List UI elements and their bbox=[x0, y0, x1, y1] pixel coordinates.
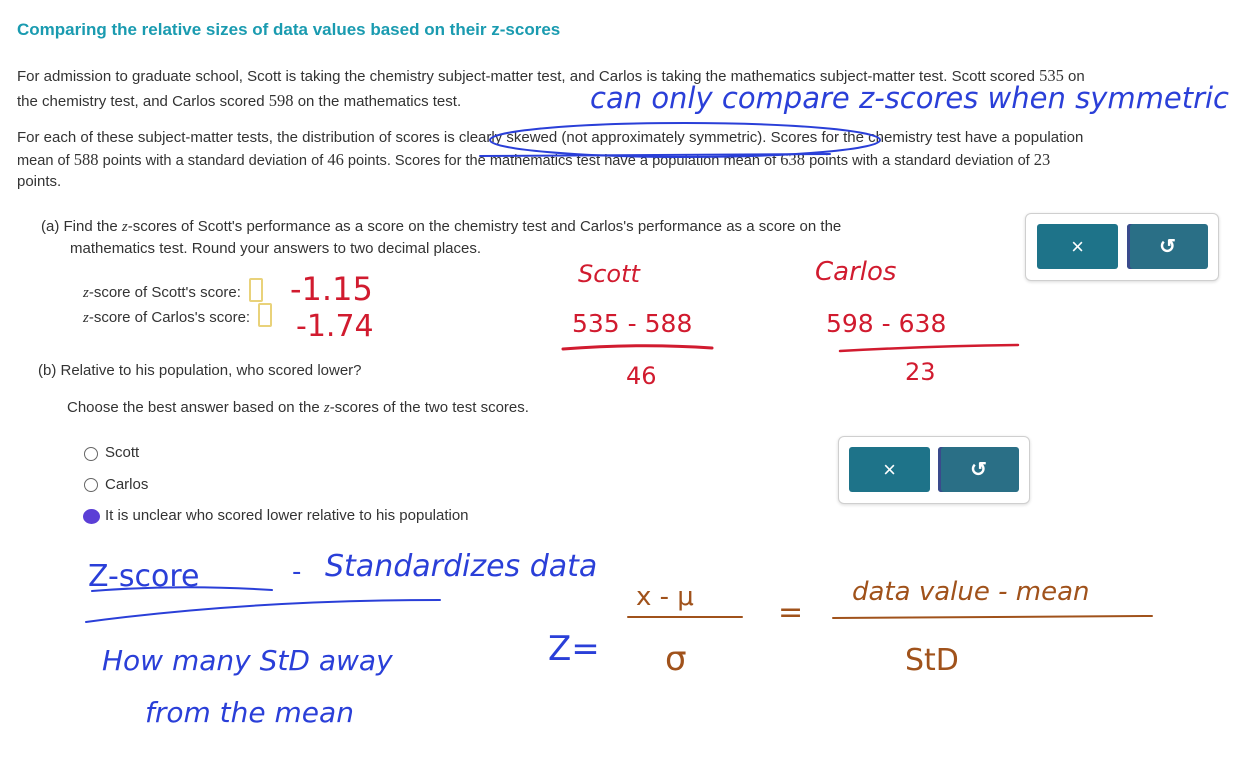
part-a-prompt-line-2: mathematics test. Round your answers to two decimal places. bbox=[70, 240, 482, 257]
chem-mean-value: 588 bbox=[73, 150, 99, 169]
dash-annotation: - bbox=[292, 557, 302, 587]
carlos-score-value: 598 bbox=[268, 91, 294, 110]
carlos-zscore-label: -score of Carlos's score: bbox=[88, 309, 251, 326]
part-b-text: -scores of the two test scores. bbox=[329, 399, 529, 416]
z-symbol: z bbox=[121, 219, 128, 235]
undo-icon: ↺ bbox=[1159, 236, 1176, 258]
zscore-sweep-line bbox=[86, 600, 440, 622]
intro-text: points with a standard deviation of bbox=[98, 153, 328, 169]
intro-paragraph-2-line-1: For each of these subject-matter tests, the distribution of scores is clearly skewed (not approximately symmetric). Scores for the chemistry test have a population bbox=[17, 129, 1084, 146]
chem-sd-value: 46 bbox=[327, 150, 344, 169]
option-carlos-label: Carlos bbox=[105, 476, 149, 493]
skewed-circle-mark bbox=[490, 123, 880, 157]
top-note-annotation: can only compare z-scores when symmetric bbox=[590, 81, 1229, 115]
carlos-denominator-annotation: 23 bbox=[905, 358, 936, 386]
math-sd-value: 23 bbox=[1033, 150, 1051, 169]
data-value-annotation: data value - mean bbox=[852, 577, 1090, 607]
intro-text: mean of bbox=[17, 153, 74, 169]
close-icon: × bbox=[1071, 233, 1084, 259]
z-symbol: z bbox=[83, 310, 89, 326]
formula-denominator-annotation: σ bbox=[665, 639, 687, 679]
part-b-prompt: (b) Relative to his population, who scored lower? bbox=[38, 362, 362, 379]
carlos-numerator-annotation: 598 - 638 bbox=[826, 309, 947, 338]
intro-text: For admission to graduate school, Scott is taking the chemistry subject-matter test, and Carlos is taking the mathematics subject-matter test. Scott scored bbox=[17, 68, 1040, 85]
scott-head-annotation: Scott bbox=[578, 260, 640, 288]
option-unclear-label: It is unclear who scored lower relative to his population bbox=[105, 507, 469, 524]
scott-zscore-label: -score of Scott's score: bbox=[88, 284, 241, 301]
formula-numerator-annotation: x - μ bbox=[636, 582, 694, 612]
part-b-text: Choose the best answer based on the bbox=[67, 399, 324, 416]
intro-text: on bbox=[1063, 68, 1085, 85]
scott-numerator-annotation: 535 - 588 bbox=[572, 309, 693, 338]
intro-text: points with a standard deviation of bbox=[805, 153, 1034, 169]
z-equals-annotation: Z= bbox=[548, 629, 600, 669]
part-a-text: -scores of Scott's performance as a score on the chemistry test and Carlos's performance as a score on the bbox=[127, 218, 842, 235]
data-value-fraction-bar bbox=[833, 616, 1152, 618]
math-mean-value: 638 bbox=[780, 150, 806, 169]
intro-text: points. Scores for the mathematics test have a population mean of bbox=[343, 153, 781, 169]
intro-text: on the mathematics test. bbox=[293, 93, 462, 110]
close-icon: × bbox=[883, 456, 896, 482]
how-many-annotation: How many StD away bbox=[102, 644, 393, 677]
scott-score-value: 535 bbox=[1039, 66, 1064, 85]
z-symbol: z bbox=[83, 285, 89, 301]
carlos-fraction-bar bbox=[840, 345, 1018, 351]
equals-annotation: = bbox=[778, 595, 804, 630]
undo-icon: ↺ bbox=[970, 459, 987, 481]
part-a-text: (a) Find the bbox=[41, 218, 122, 235]
from-mean-annotation: from the mean bbox=[145, 696, 354, 729]
page-title: Comparing the relative sizes of data values based on their z-scores bbox=[17, 20, 561, 39]
zscore-word-annotation: Z-score bbox=[88, 559, 200, 594]
carlos-answer-annotation: -1.74 bbox=[296, 309, 374, 344]
std-annotation: StD bbox=[905, 643, 959, 678]
scott-fraction-bar bbox=[563, 346, 712, 349]
intro-text: the chemistry test, and Carlos scored bbox=[17, 93, 269, 110]
carlos-head-annotation: Carlos bbox=[815, 257, 897, 287]
z-symbol: z bbox=[323, 400, 330, 416]
option-scott-label: Scott bbox=[105, 444, 140, 461]
scott-answer-annotation: -1.15 bbox=[290, 270, 373, 308]
standardizes-annotation: Standardizes data bbox=[325, 549, 598, 584]
scott-denominator-annotation: 46 bbox=[626, 362, 657, 390]
intro-paragraph-2-line-3: points. bbox=[17, 173, 62, 190]
